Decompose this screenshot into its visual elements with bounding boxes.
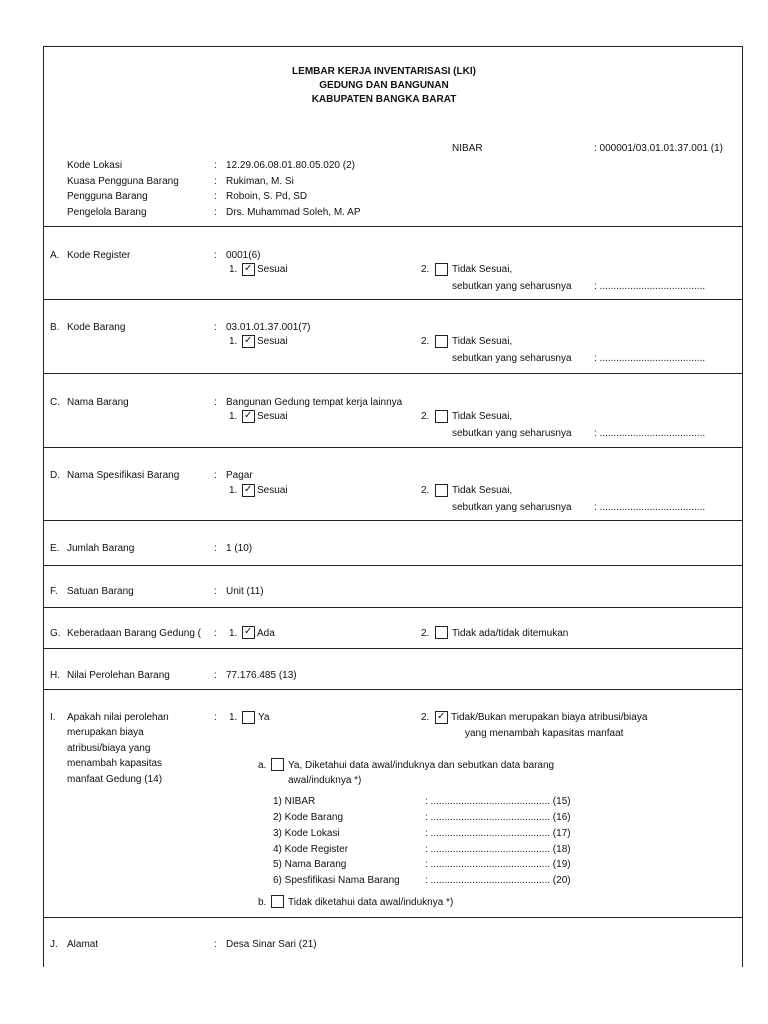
- tidak-bukan-label-line2: yang menambah kapasitas manfaat: [465, 728, 624, 739]
- kode-lokasi-label: Kode Lokasi: [67, 160, 123, 171]
- sesuai-label: Sesuai: [257, 336, 288, 347]
- ada-label: Ada: [257, 628, 275, 639]
- tidak-ada-checkbox[interactable]: [435, 626, 448, 639]
- sub-item-label: 4) Kode Register: [273, 844, 349, 855]
- colon: :: [214, 322, 217, 333]
- ada-checkbox[interactable]: [242, 626, 255, 639]
- option-number: 2.: [421, 485, 430, 496]
- tidak-sesuai-checkbox[interactable]: [435, 263, 448, 276]
- divider: [43, 607, 742, 608]
- option-number: 2.: [421, 628, 430, 639]
- colon: :: [214, 712, 217, 723]
- section-letter: D.: [50, 470, 60, 481]
- sub-item-field[interactable]: : ........................................... (17): [425, 828, 571, 839]
- kuasa-pengguna-value: Rukiman, M. Si: [226, 176, 294, 187]
- atribusi-question-line: manfaat Gedung (14): [67, 774, 163, 785]
- kode-register-label: Kode Register: [67, 250, 131, 261]
- sebutkan-label: sebutkan yang seharusnya: [452, 353, 572, 364]
- section-letter: B.: [50, 322, 60, 333]
- tidak-sesuai-checkbox[interactable]: [435, 484, 448, 497]
- tidak-sesuai-label: Tidak Sesuai,: [452, 411, 513, 422]
- atribusi-question-line: atribusi/biaya yang: [67, 743, 151, 754]
- sesuai-checkbox[interactable]: [242, 484, 255, 497]
- section-letter: F.: [50, 586, 58, 597]
- section-letter: E.: [50, 543, 60, 554]
- sub-item-label: 2) Kode Barang: [273, 812, 344, 823]
- pengguna-value: Roboin, S. Pd, SD: [226, 191, 308, 202]
- colon: :: [214, 670, 217, 681]
- sub-option-letter: a.: [258, 760, 267, 771]
- nibar-label: NIBAR: [452, 143, 483, 154]
- divider: [43, 648, 742, 649]
- tidak-ada-label: Tidak ada/tidak ditemukan: [452, 628, 569, 639]
- atribusi-question-line: Apakah nilai perolehan: [67, 712, 169, 723]
- pengelola-value: Drs. Muhammad Soleh, M. AP: [226, 207, 361, 218]
- kode-barang-value: 03.01.01.37.001(7): [226, 322, 311, 333]
- ya-label: Ya: [258, 712, 270, 723]
- atribusi-question-line: merupakan biaya: [67, 727, 144, 738]
- sesuai-checkbox[interactable]: [242, 335, 255, 348]
- satuan-barang-label: Satuan Barang: [67, 586, 134, 597]
- tidak-sesuai-label: Tidak Sesuai,: [452, 264, 513, 275]
- sub-item-label: 1) NIBAR: [273, 796, 316, 807]
- section-letter: H.: [50, 670, 60, 681]
- kuasa-pengguna-label: Kuasa Pengguna Barang: [67, 176, 179, 187]
- tidak-bukan-label: Tidak/Bukan merupakan biaya atribusi/biaya: [451, 712, 648, 723]
- nilai-perolehan-label: Nilai Perolehan Barang: [67, 670, 170, 681]
- divider: [43, 520, 742, 521]
- sebutkan-field[interactable]: : ......................................: [594, 502, 706, 513]
- sub-item-label: 5) Nama Barang: [273, 859, 347, 870]
- kode-barang-label: Kode Barang: [67, 322, 126, 333]
- colon: :: [214, 397, 217, 408]
- option-number: 1.: [229, 628, 238, 639]
- option-number: 2.: [421, 712, 430, 723]
- nama-spesifikasi-label: Nama Spesifikasi Barang: [67, 470, 180, 481]
- section-letter: C.: [50, 397, 60, 408]
- colon: :: [214, 543, 217, 554]
- tidak-diketahui-checkbox[interactable]: [271, 895, 284, 908]
- divider: [43, 299, 742, 300]
- jumlah-barang-label: Jumlah Barang: [67, 543, 135, 554]
- colon: :: [214, 250, 217, 261]
- divider: [43, 226, 742, 227]
- sebutkan-field[interactable]: : ......................................: [594, 353, 706, 364]
- sesuai-checkbox[interactable]: [242, 410, 255, 423]
- diketahui-checkbox[interactable]: [271, 758, 284, 771]
- sub-item-field[interactable]: : ........................................... (20): [425, 875, 571, 886]
- colon: :: [214, 207, 217, 218]
- colon: :: [214, 939, 217, 950]
- form-title: LEMBAR KERJA INVENTARISASI (LKI): [292, 66, 476, 77]
- tidak-sesuai-label: Tidak Sesuai,: [452, 485, 513, 496]
- pengguna-label: Pengguna Barang: [67, 191, 148, 202]
- keberadaan-label: Keberadaan Barang Gedung (: [67, 628, 201, 639]
- sesuai-checkbox[interactable]: [242, 263, 255, 276]
- tidak-sesuai-checkbox[interactable]: [435, 410, 448, 423]
- alamat-label: Alamat: [67, 939, 99, 950]
- divider: [43, 447, 742, 448]
- section-letter: I.: [50, 712, 56, 723]
- option-number: 2.: [421, 411, 430, 422]
- form-region: KABUPATEN BANGKA BARAT: [311, 94, 457, 105]
- sesuai-label: Sesuai: [257, 485, 288, 496]
- section-letter: J.: [50, 939, 58, 950]
- sub-item-label: 6) Spesfifikasi Nama Barang: [273, 875, 400, 886]
- sub-item-label: 3) Kode Lokasi: [273, 828, 340, 839]
- sebutkan-label: sebutkan yang seharusnya: [452, 428, 572, 439]
- sub-item-field[interactable]: : ........................................... (15): [425, 796, 571, 807]
- nibar-value: : 000001/03.01.01.37.001 (1): [594, 143, 723, 154]
- colon: :: [214, 176, 217, 187]
- option-number: 1.: [229, 485, 238, 496]
- form-subtitle: GEDUNG DAN BANGUNAN: [319, 80, 449, 91]
- nama-spesifikasi-value: Pagar: [226, 470, 253, 481]
- sub-option-letter: b.: [258, 897, 267, 908]
- option-number: 2.: [421, 336, 430, 347]
- option-number: 2.: [421, 264, 430, 275]
- colon: :: [214, 191, 217, 202]
- diketahui-label: Ya, Diketahui data awal/induknya dan sebutkan data barang: [288, 760, 555, 771]
- divider: [43, 565, 742, 566]
- pengelola-label: Pengelola Barang: [67, 207, 147, 218]
- sub-item-field[interactable]: : ........................................... (18): [425, 844, 571, 855]
- divider: [43, 373, 742, 374]
- colon: :: [214, 160, 217, 171]
- sebutkan-label: sebutkan yang seharusnya: [452, 502, 572, 513]
- sesuai-label: Sesuai: [257, 264, 288, 275]
- jumlah-barang-value: 1 (10): [226, 543, 253, 554]
- colon: :: [214, 628, 217, 639]
- option-number: 1.: [229, 411, 238, 422]
- alamat-value: Desa Sinar Sari (21): [226, 939, 317, 950]
- colon: :: [214, 586, 217, 597]
- nama-barang-value: Bangunan Gedung tempat kerja lainnya: [226, 397, 403, 408]
- satuan-barang-value: Unit (11): [226, 586, 264, 597]
- divider: [43, 689, 742, 690]
- section-letter: A.: [50, 250, 60, 261]
- section-letter: G.: [50, 628, 61, 639]
- sebutkan-field[interactable]: : ......................................: [594, 428, 706, 439]
- tidak-sesuai-label: Tidak Sesuai,: [452, 336, 513, 347]
- sebutkan-field[interactable]: : ......................................: [594, 281, 706, 292]
- kode-register-value: 0001(6): [226, 250, 261, 261]
- nilai-perolehan-value: 77.176.485 (13): [226, 670, 297, 681]
- tidak-sesuai-checkbox[interactable]: [435, 335, 448, 348]
- kode-lokasi-value: 12.29.06.08.01.80.05.020 (2): [226, 160, 355, 171]
- sub-item-field[interactable]: : ........................................... (16): [425, 812, 571, 823]
- tidak-diketahui-label: Tidak diketahui data awal/induknya *): [288, 897, 454, 908]
- sesuai-label: Sesuai: [257, 411, 288, 422]
- tidak-bukan-checkbox[interactable]: [435, 711, 448, 724]
- ya-checkbox[interactable]: [242, 711, 255, 724]
- option-number: 1.: [229, 336, 238, 347]
- option-number: 1.: [229, 712, 238, 723]
- option-number: 1.: [229, 264, 238, 275]
- diketahui-label-line2: awal/induknya *): [288, 775, 362, 786]
- sub-item-field[interactable]: : ........................................... (19): [425, 859, 571, 870]
- nama-barang-label: Nama Barang: [67, 397, 129, 408]
- sebutkan-label: sebutkan yang seharusnya: [452, 281, 572, 292]
- colon: :: [214, 470, 217, 481]
- divider: [43, 917, 742, 918]
- atribusi-question-line: menambah kapasitas: [67, 758, 163, 769]
